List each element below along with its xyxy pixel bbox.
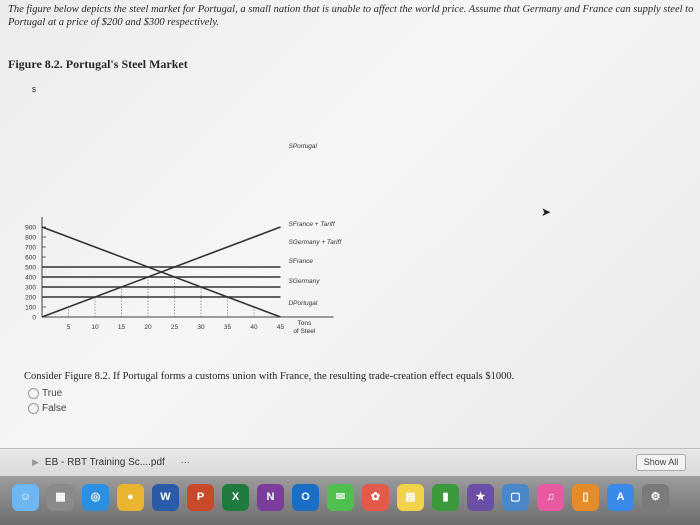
y-tick-label: 100 [25, 304, 36, 312]
x-tick-label: 40 [250, 324, 258, 331]
word-icon[interactable]: W [152, 484, 179, 511]
ibooks-icon[interactable]: ▯ [572, 484, 599, 511]
option-false-label: False [42, 403, 67, 414]
pdf-icon: ▶ [32, 457, 39, 467]
x-tick-label: 45 [276, 324, 285, 331]
chrome-icon[interactable]: ● [117, 484, 144, 511]
y-tick-label: 500 [25, 264, 36, 272]
y-tick-label: 600 [25, 254, 36, 262]
show-all-button[interactable]: Show All [636, 454, 686, 471]
launchpad-icon[interactable]: ▦ [47, 484, 74, 511]
curve-label: SPortugal [288, 143, 317, 150]
y-tick-label: 400 [25, 274, 36, 282]
photos-icon[interactable]: ✿ [362, 484, 389, 511]
curve-label: SGermany [288, 278, 320, 285]
download-menu-icon[interactable]: ⋯ [180, 457, 190, 467]
imovie-icon[interactable]: ★ [467, 484, 494, 511]
figure-title: Figure 8.2. Portugal's Steel Market [8, 57, 188, 71]
y-tick-label: 900 [25, 224, 36, 232]
curve-label: SFrance + Tariff [288, 221, 335, 228]
powerpoint-icon[interactable]: P [187, 484, 214, 511]
preview-icon[interactable]: ▢ [502, 484, 529, 511]
onenote-icon[interactable]: N [257, 484, 284, 511]
radio-true[interactable] [28, 388, 39, 399]
x-tick-label: 10 [91, 324, 99, 331]
numbers-icon[interactable]: ▮ [432, 484, 459, 511]
x-axis-label: Tons [297, 320, 312, 327]
y-axis-label: $ [32, 87, 36, 94]
messages-icon[interactable]: ✉ [327, 484, 354, 511]
mouse-cursor-icon: ➤ [541, 205, 552, 219]
appstore-icon[interactable]: A [607, 484, 634, 511]
y-tick-label: 0 [32, 314, 36, 322]
x-tick-label: 5 [66, 324, 71, 331]
question-text: Consider Figure 8.2. If Portugal forms a customs union with France, the resulting trade-creation effect equals $1000. [24, 371, 515, 382]
x-tick-label: 20 [144, 324, 152, 331]
download-filename[interactable]: EB - RBT Training Sc....pdf [44, 457, 165, 468]
excel-icon[interactable]: X [222, 484, 249, 511]
question-intro: The figure below depicts the steel market for Portugal, a small nation that is unable to affect the world price. Assume that Germany and France can supply steel to Portugal at a price of $200 and $300 respectively. [8, 4, 694, 28]
outlook-icon[interactable]: O [292, 484, 319, 511]
x-tick-label: 25 [170, 324, 179, 331]
dock [0, 476, 700, 525]
option-false[interactable] [28, 403, 66, 414]
finder-icon[interactable]: ☺ [12, 484, 39, 511]
itunes-icon[interactable]: ♫ [537, 484, 564, 511]
y-tick-label: 800 [25, 234, 36, 242]
safari-icon[interactable]: ◎ [82, 484, 109, 511]
radio-false[interactable] [28, 403, 39, 414]
settings-icon[interactable]: ⚙ [642, 484, 669, 511]
download-item[interactable] [32, 457, 190, 468]
y-tick-label: 200 [25, 294, 36, 302]
x-tick-label: 30 [197, 324, 205, 331]
option-true[interactable] [28, 388, 62, 399]
x-tick-label: 35 [223, 324, 232, 331]
curve-label: SGermany + Tariff [288, 239, 342, 246]
y-tick-label: 700 [25, 244, 36, 252]
curve-label: DPortugal [288, 300, 318, 307]
y-tick-label: 300 [25, 284, 36, 292]
curve-label: SFrance [288, 258, 314, 265]
option-true-label: True [42, 388, 63, 399]
downloads-bar [0, 448, 700, 477]
x-tick-label: 15 [117, 324, 126, 331]
notes-icon[interactable]: ▤ [397, 484, 424, 511]
x-axis-label-line2: of Steel [293, 328, 316, 335]
steel-market-chart [0, 78, 420, 353]
